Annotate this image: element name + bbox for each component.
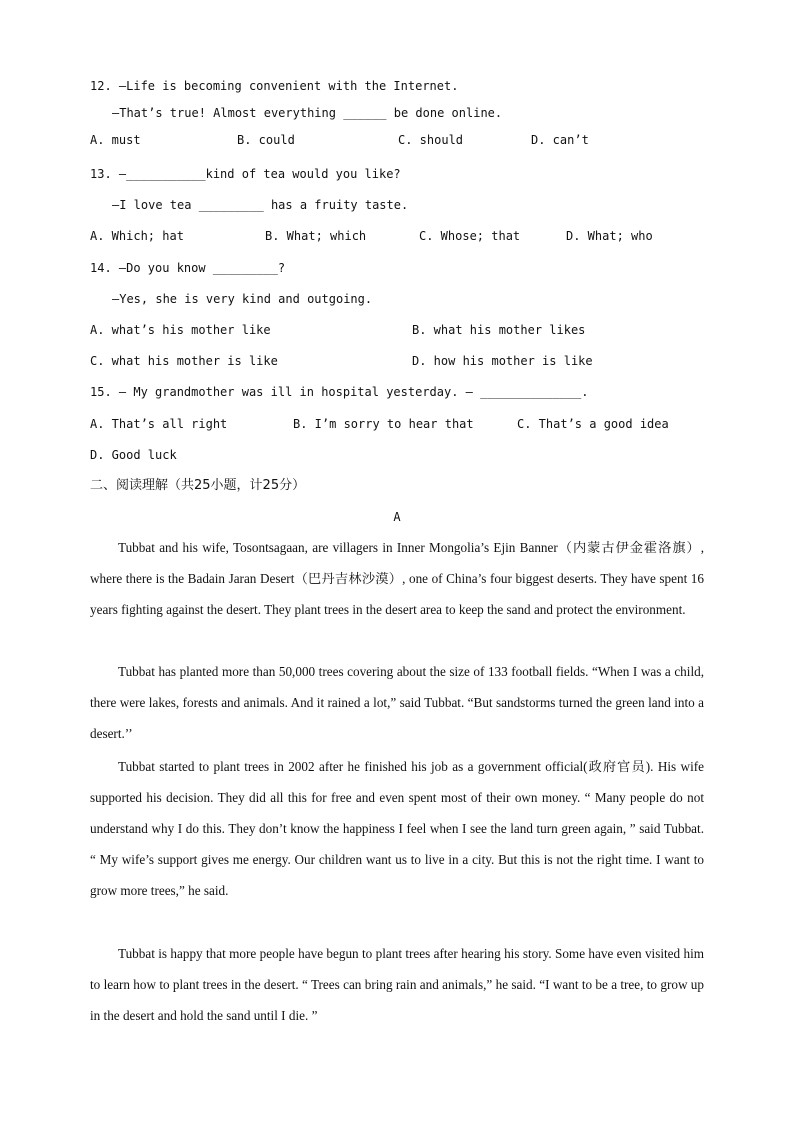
question-14-option-c: C. what his mother is like [90,354,278,368]
question-12-option-a: A. must [90,133,141,147]
question-15-option-b: B. I’m sorry to hear that [293,417,474,431]
question-15-option-a: A. That’s all right [90,417,228,431]
question-12-option-c: C. should [398,133,464,147]
question-12-reply: —That’s true! Almost everything ______ be done online. [112,106,503,120]
passage-paragraph-2: Tubbat has planted more than 50,000 trees covering about the size of 133 football fields. “When I was a child, there were lakes, forests and animals. And it rained a lot,” said Tubbat. “But sandstorms turned the green land into a desert.’’ [90,664,704,742]
passage-paragraph-4: Tubbat is happy that more people have begun to plant trees after hearing his story. Some have even visited him to learn how to plant trees in the desert. “ Trees can bring rain and animals,” he said. “I want to be a tree, to grow up in the desert and hold the sand until I die. ” [90,946,704,1024]
question-13-option-b: B. What; which [265,229,367,243]
question-14-stem: 14. —Do you know _________? [90,261,286,275]
question-13-option-a: A. Which; hat [90,229,184,243]
question-15-option-c: C. That’s a good idea [517,417,669,431]
passage-paragraph-3: Tubbat started to plant trees in 2002 after he finished his job as a government official(政府官员). His wife supported his decision. They did all this for free and even spent most of their own money. “ Many people do not understand why I do this. They don’t know the happiness I feel when I see the land turn green again, ” said Tubbat. “ My wife’s support gives me energy. Our children want us to live in a city. But this is not the right time. I want to grow more trees,” he said. [90,759,704,899]
question-12-option-b: B. could [237,133,295,147]
question-14-option-d: D. how his mother is like [412,354,593,368]
section-heading: 二、阅读理解（共25小题，计25分） [90,478,306,493]
question-12-stem: 12. —Life is becoming convenient with the Internet. [90,79,459,93]
question-15-stem: 15. — My grandmother was ill in hospital yesterday. — ______________. [90,385,589,399]
question-14-reply: —Yes, she is very kind and outgoing. [112,292,373,306]
question-13-option-d: D. What; who [566,229,653,243]
question-13-option-c: C. Whose; that [419,229,521,243]
question-14-option-a: A. what’s his mother like [90,323,271,337]
question-13-reply: —I love tea _________ has a fruity taste. [112,198,409,212]
question-13-stem: 13. —___________kind of tea would you like? [90,167,401,181]
passage-title: A [393,510,401,524]
question-15-option-d: D. Good luck [90,448,177,462]
passage-paragraph-1: Tubbat and his wife, Tosontsagaan, are villagers in Inner Mongolia’s Ejin Banner（内蒙古伊金霍洛旗）, where there is the Badain Jaran Desert（巴丹吉林沙漠）, one of China’s four biggest deserts. They have spent 16 years fighting against the desert. They plant trees in the desert area to keep the sand and protect the environment. [90,540,704,618]
question-14-option-b: B. what his mother likes [412,323,586,337]
question-12-option-d: D. can’t [531,133,589,147]
